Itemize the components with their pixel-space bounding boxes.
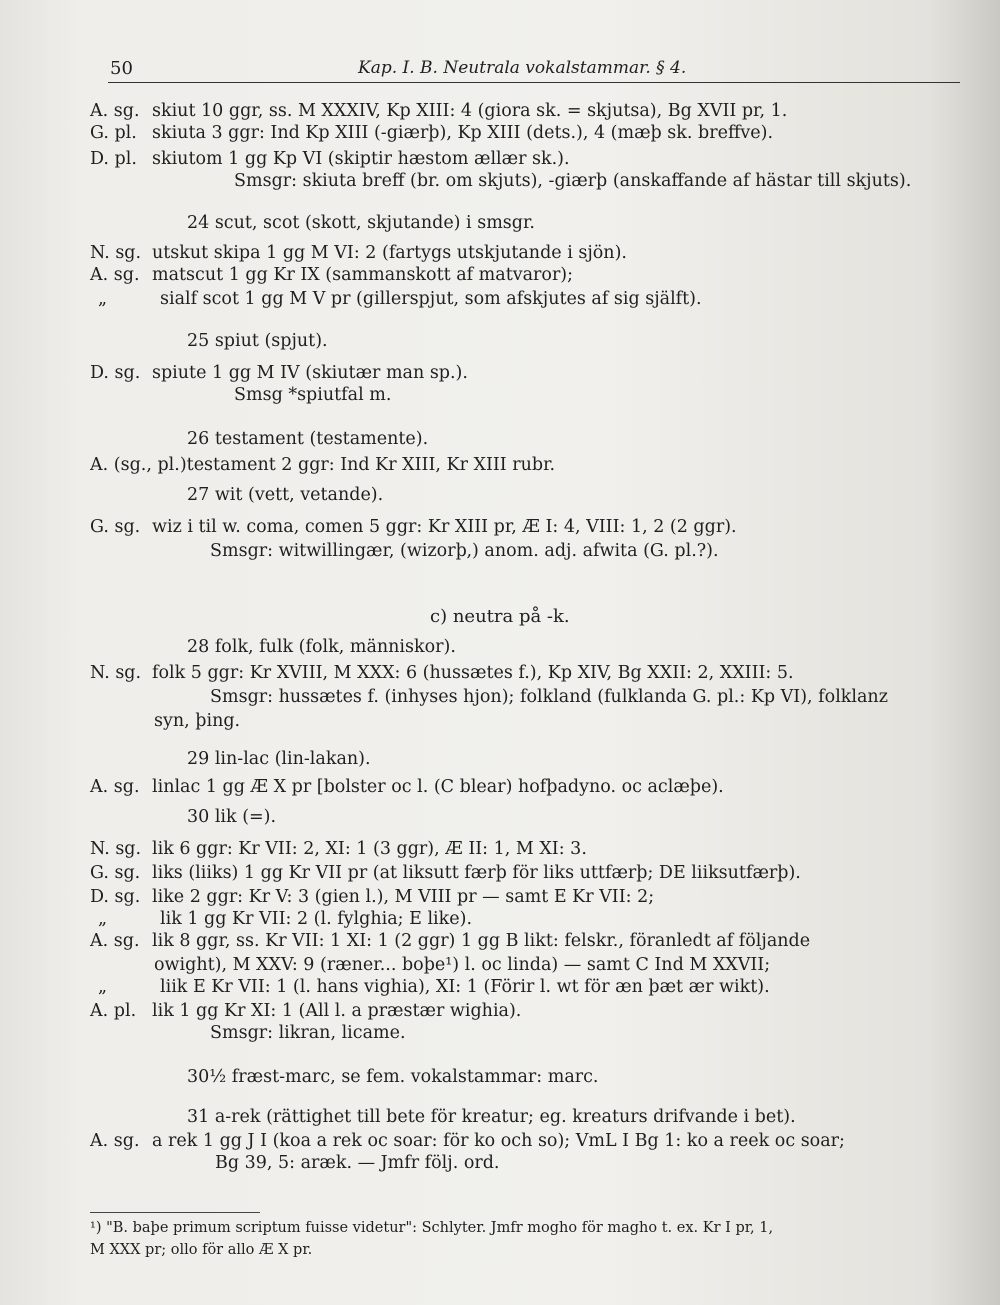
text-line: [90, 362, 468, 384]
line-text: Smsgr: witwillingær, (wizorþ,) anom. adj. afwita (G. pl.?).: [210, 541, 719, 561]
line-text: 25 spiut (spjut).: [187, 331, 328, 351]
line-grammar-tag: G. sg.: [90, 517, 141, 537]
line-text: folk 5 ggr: Kr XVIII, M XXX: 6 (hussætes f.), Kp XIV, Bg XXII: 2, XXIII: 5.: [152, 663, 794, 683]
line-text: 30½ fræst-marc, se fem. vokalstammar: marc.: [187, 1067, 599, 1087]
line-grammar-tag: A. sg.: [90, 777, 140, 797]
line-text: 28 folk, fulk (folk, människor).: [187, 637, 456, 657]
line-text: skiuta 3 ggr: Ind Kp XIII (-giærþ), Kp XIII (dets.), 4 (mæþ sk. breffve).: [152, 123, 774, 143]
text-line: [187, 1106, 796, 1128]
running-title: Kap. I. B. Neutrala vokalstammar. § 4.: [358, 58, 687, 78]
line-text: like 2 ggr: Kr V: 3 (gien l.), M VIII pr — samt E Kr VII: 2;: [152, 887, 655, 907]
text-line: [187, 1066, 599, 1088]
text-line: [90, 1130, 845, 1152]
line-text: utskut skipa 1 gg M VI: 2 (fartygs utskjutande i sjön).: [152, 243, 627, 263]
line-text: sialf scot 1 gg M V pr (gillerspjut, som afskjutes af sig själft).: [160, 289, 702, 309]
line-text: testament 2 ggr: Ind Kr XIII, Kr XIII rubr.: [186, 455, 556, 475]
text-line: [98, 976, 770, 998]
line-text: lik 8 ggr, ss. Kr VII: 1 XI: 1 (2 ggr) 1 gg B likt: felskr., föranledt af följande: [152, 931, 811, 951]
line-grammar-tag: A. (sg., pl.): [90, 455, 187, 475]
line-grammar-tag: G. pl.: [90, 123, 137, 143]
page-number: 50: [110, 58, 133, 79]
text-line: [90, 242, 627, 264]
line-grammar-tag: „: [98, 977, 108, 997]
text-line: [187, 806, 276, 828]
text-line: [98, 908, 472, 930]
line-text: 26 testament (testamente).: [187, 429, 429, 449]
text-line: [90, 1000, 521, 1022]
text-line: [234, 170, 911, 192]
text-line: [210, 540, 719, 562]
text-line: [154, 954, 770, 976]
text-line: [210, 686, 888, 708]
line-grammar-tag: D. pl.: [90, 149, 137, 169]
text-line: [90, 886, 654, 908]
line-text: 29 lin-lac (lin-lakan).: [187, 749, 371, 769]
line-text: wiz i til w. coma, comen 5 ggr: Kr XIII pr, Æ I: 4, VIII: 1, 2 (2 ggr).: [152, 517, 737, 537]
line-text: matscut 1 gg Kr IX (sammanskott af matvaror);: [152, 265, 574, 285]
line-grammar-tag: A. sg.: [90, 931, 140, 951]
section-heading: c) neutra på -k.: [430, 606, 570, 627]
line-text: a rek 1 gg J I (koa a rek oc soar: för ko och so); VmL I Bg 1: ko a reek oc soar;: [152, 1131, 845, 1151]
text-line: [90, 454, 555, 476]
line-text: skiut 10 ggr, ss. M XXXIV, Kp XIII: 4 (giora sk. = skjutsa), Bg XVII pr, 1.: [152, 101, 788, 121]
text-line: [210, 1022, 406, 1044]
text-line: [187, 428, 428, 450]
line-grammar-tag: D. sg.: [90, 887, 141, 907]
line-text: 31 a-rek (rättighet till bete för kreatur; eg. kreaturs drifvande i bet).: [187, 1107, 796, 1127]
text-line: [90, 862, 801, 884]
line-grammar-tag: A. sg.: [90, 265, 140, 285]
line-text: Smsgr: skiuta breff (br. om skjuts), -giærþ (anskaffande af hästar till skjuts).: [234, 171, 912, 191]
line-text: spiute 1 gg M IV (skiutær man sp.).: [152, 363, 468, 383]
text-line: [90, 930, 810, 952]
line-text: liik E Kr VII: 1 (l. hans vighia), XI: 1 (Förir l. wt för æn þæt ær wikt).: [160, 977, 770, 997]
text-line: [90, 516, 737, 538]
page-header: [108, 58, 960, 82]
line-grammar-tag: „: [98, 909, 108, 929]
line-grammar-tag: A. sg.: [90, 101, 140, 121]
line-grammar-tag: N. sg.: [90, 839, 142, 859]
text-line: [187, 212, 535, 234]
text-line: [234, 384, 391, 406]
text-line: [90, 662, 794, 684]
line-text: linlac 1 gg Æ X pr [bolster oc l. (C blear) hofþadyno. oc aclæþe).: [152, 777, 724, 797]
text-line: [187, 748, 371, 770]
text-line: [187, 636, 456, 658]
line-grammar-tag: A. sg.: [90, 1131, 140, 1151]
line-grammar-tag: N. sg.: [90, 243, 142, 263]
text-line: [187, 484, 383, 506]
line-text: 30 lik (=).: [187, 807, 277, 827]
text-line: [90, 776, 724, 798]
line-grammar-tag: N. sg.: [90, 663, 142, 683]
line-text: lik 1 gg Kr XI: 1 (All l. a præstær wighia).: [152, 1001, 522, 1021]
line-text: syn, þing.: [154, 711, 241, 731]
line-text: 27 wit (vett, vetande).: [187, 485, 384, 505]
footnote-line-2: M XXX pr; ollo för allo Æ X pr.: [90, 1242, 313, 1258]
text-line: [154, 710, 240, 732]
line-text: owight), M XXV: 9 (ræner... boþe¹) l. oc linda) — samt C Ind M XXVII;: [154, 955, 771, 975]
text-line: [90, 264, 573, 286]
line-text: Bg 39, 5: aræk. — Jmfr följ. ord.: [215, 1153, 500, 1173]
line-grammar-tag: A. pl.: [90, 1001, 137, 1021]
text-line: [187, 330, 328, 352]
line-text: 24 scut, scot (skott, skjutande) i smsgr.: [187, 213, 535, 233]
text-line: [90, 122, 773, 144]
line-text: Smsgr: hussætes f. (inhyses hjon); folkland (fulklanda G. pl.: Kp VI), folklanz: [210, 687, 888, 707]
text-line: [215, 1152, 500, 1174]
footnote-rule: [90, 1212, 260, 1213]
text-line: [90, 838, 587, 860]
line-grammar-tag: G. sg.: [90, 863, 141, 883]
line-text: Smsg *spiutfal m.: [234, 385, 392, 405]
line-text: lik 1 gg Kr VII: 2 (l. fylghia; E like).: [160, 909, 473, 929]
text-line: [90, 148, 570, 170]
line-text: liks (liiks) 1 gg Kr VII pr (at liksutt færþ för liks uttfærþ; DE liiksutfærþ).: [152, 863, 801, 883]
footnote-line-1: ¹) "B. baþe primum scriptum fuisse videtur": Schlyter. Jmfr mogho för magho t. ex. Kr I pr, 1,: [90, 1220, 774, 1236]
line-text: Smsgr: likran, licame.: [210, 1023, 406, 1043]
text-line: [90, 100, 787, 122]
text-line: [98, 288, 702, 310]
line-text: skiutom 1 gg Kp VI (skiptir hæstom ællær sk.).: [152, 149, 570, 169]
line-grammar-tag: D. sg.: [90, 363, 141, 383]
line-text: lik 6 ggr: Kr VII: 2, XI: 1 (3 ggr), Æ II: 1, M XI: 3.: [152, 839, 587, 859]
line-grammar-tag: „: [98, 289, 108, 309]
header-rule: [108, 82, 960, 83]
